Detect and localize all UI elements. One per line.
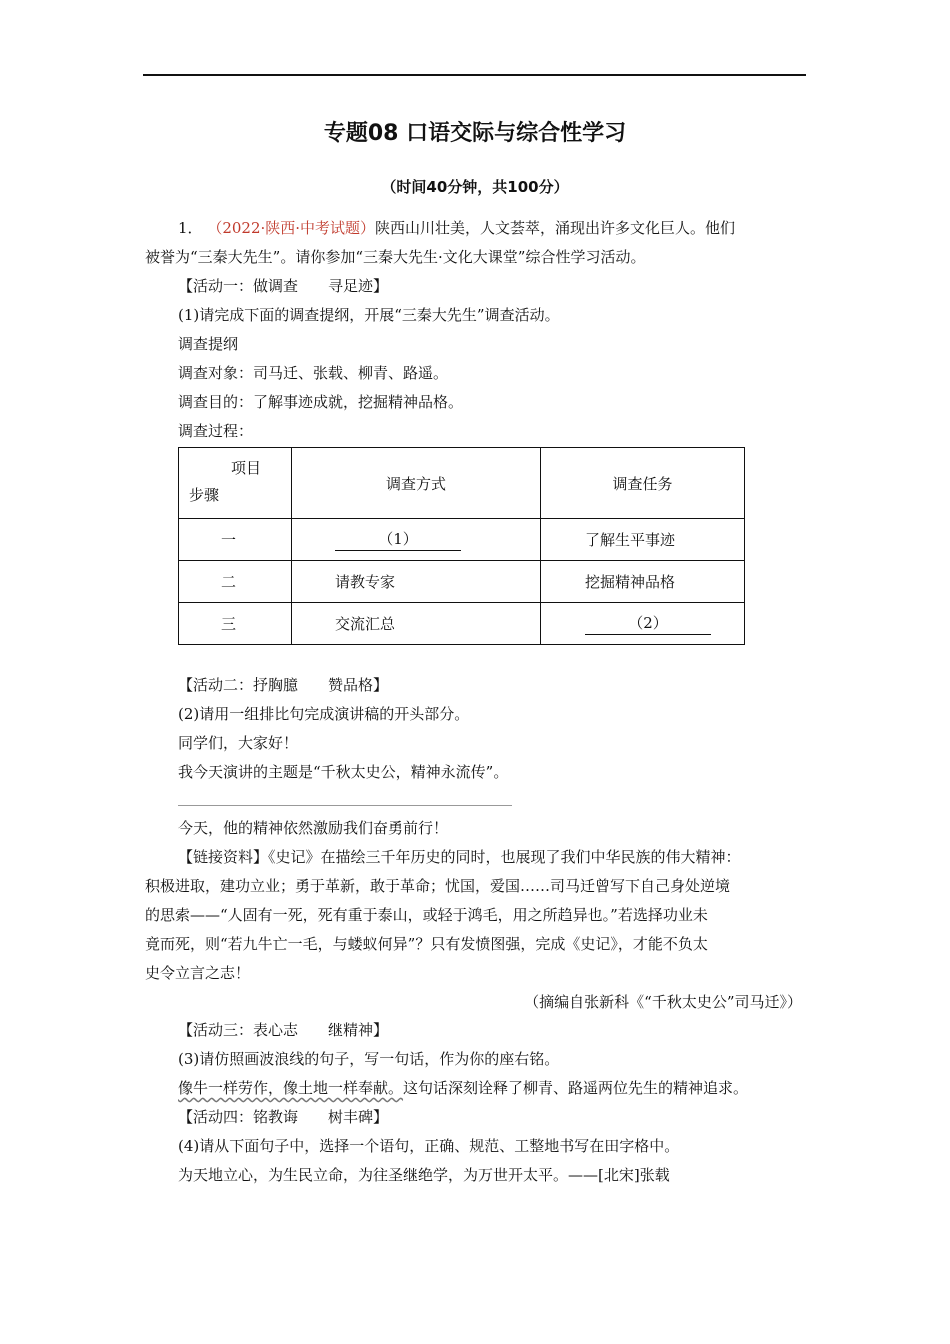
outline-process: 调查过程： — [178, 422, 254, 440]
column-header-task: 调查任务 — [541, 448, 745, 519]
speech-theme: 我今天演讲的主题是“千秋太史公，精神永流传”。 — [178, 763, 509, 781]
answer-blank-1[interactable]: （1） — [335, 528, 461, 551]
method-cell — [292, 519, 541, 561]
task-cell: 挖掘精神品格 — [541, 561, 745, 603]
question-number: 1． — [178, 219, 203, 237]
table-corner-cell — [179, 448, 292, 519]
corner-label-item: 项目 — [231, 459, 262, 477]
task-cell — [541, 603, 745, 645]
material-citation: （摘编自张新科《“千秋太史公”司马迁》） — [524, 993, 802, 1011]
outline-purpose: 调查目的：了解事迹成就，挖掘精神品格。 — [178, 393, 464, 411]
activity-3-prompt: (3)请仿照画波浪线的句子，写一句话，作为你的座右铭。 — [178, 1050, 560, 1068]
activity-4-heading: 【活动四：铭教诲 树丰碑】 — [178, 1108, 389, 1126]
zhang-zai-quote: 为天地立心，为生民立命，为往圣继绝学，为万世开太平。——[北宋]张载 — [178, 1166, 670, 1184]
table-row — [179, 561, 745, 603]
material-line-3: 的思索——“人固有一死，死有重于泰山，或轻于鸿毛，用之所趋异也。”若选择功业未 — [145, 906, 708, 924]
activity-2-prompt: (2)请用一组排比句完成演讲稿的开头部分。 — [178, 705, 470, 723]
question-intro-line-2: 被誉为“三秦大先生”。请你参加“三秦大先生·文化大课堂”综合性学习活动。 — [145, 248, 646, 266]
material-line-4: 竟而死，则“若九牛亡一毛，与蝼蚁何异”？只有发愤图强，完成《史记》，才能不负太 — [145, 935, 708, 953]
step-cell: 二 — [179, 561, 292, 603]
material-line-1: 【链接资料】《史记》在描绘三千年历史的同时，也展现了我们中华民族的伟大精神： — [178, 848, 741, 866]
activity-4-prompt: (4)请从下面句子中，选择一个语句，正确、规范、工整地书写在田字格中。 — [178, 1137, 680, 1155]
header-rule — [143, 74, 806, 76]
column-header-method: 调查方式 — [292, 448, 541, 519]
material-line-5: 史令立言之志！ — [145, 964, 251, 982]
motto-example — [178, 1077, 748, 1098]
speech-greeting: 同学们，大家好！ — [178, 734, 299, 752]
motto-explanation: 这句话深刻诠释了柳青、路遥两位先生的精神追求。 — [403, 1079, 749, 1097]
activity-3-heading: 【活动三：表心志 继精神】 — [178, 1021, 389, 1039]
question-source: （2022·陕西·中考试题） — [207, 219, 376, 237]
task-cell: 了解生平事迹 — [541, 519, 745, 561]
wavy-underlined-sentence: 像牛一样劳作，像土地一样奉献。 — [178, 1079, 404, 1097]
step-cell: 三 — [179, 603, 292, 645]
survey-table — [178, 447, 745, 645]
question-intro-text: 陕西山川壮美，人文荟萃，涌现出许多文化巨人。他们 — [375, 219, 736, 237]
method-cell: 请教专家 — [292, 561, 541, 603]
table-header-row — [179, 448, 745, 519]
corner-label-step: 步骤 — [189, 486, 220, 504]
table-row — [179, 519, 745, 561]
table-row — [179, 603, 745, 645]
page-title: 专题08 口语交际与综合性学习 — [323, 121, 627, 146]
page-subtitle: （时间40分钟，共100分） — [381, 178, 569, 196]
method-cell: 交流汇总 — [292, 603, 541, 645]
speech-closing: 今天，他的精神依然激励我们奋勇前行！ — [178, 819, 449, 837]
question-intro — [178, 217, 735, 238]
activity-1-prompt: (1)请完成下面的调查提纲，开展“三秦大先生”调查活动。 — [178, 306, 560, 324]
activity-1-heading: 【活动一：做调查 寻足迹】 — [178, 277, 389, 295]
material-line-2: 积极进取，建功立业；勇于革新，敢于革命；忧国，爱国……司马迁曾写下自己身处逆境 — [145, 877, 731, 895]
outline-title: 调查提纲 — [178, 335, 239, 353]
step-cell: 一 — [179, 519, 292, 561]
answer-line[interactable] — [178, 805, 512, 806]
activity-2-heading: 【活动二：抒胸臆 赞品格】 — [178, 676, 389, 694]
outline-subjects: 调查对象：司马迁、张载、柳青、路遥。 — [178, 364, 449, 382]
answer-blank-2[interactable]: （2） — [585, 612, 711, 635]
